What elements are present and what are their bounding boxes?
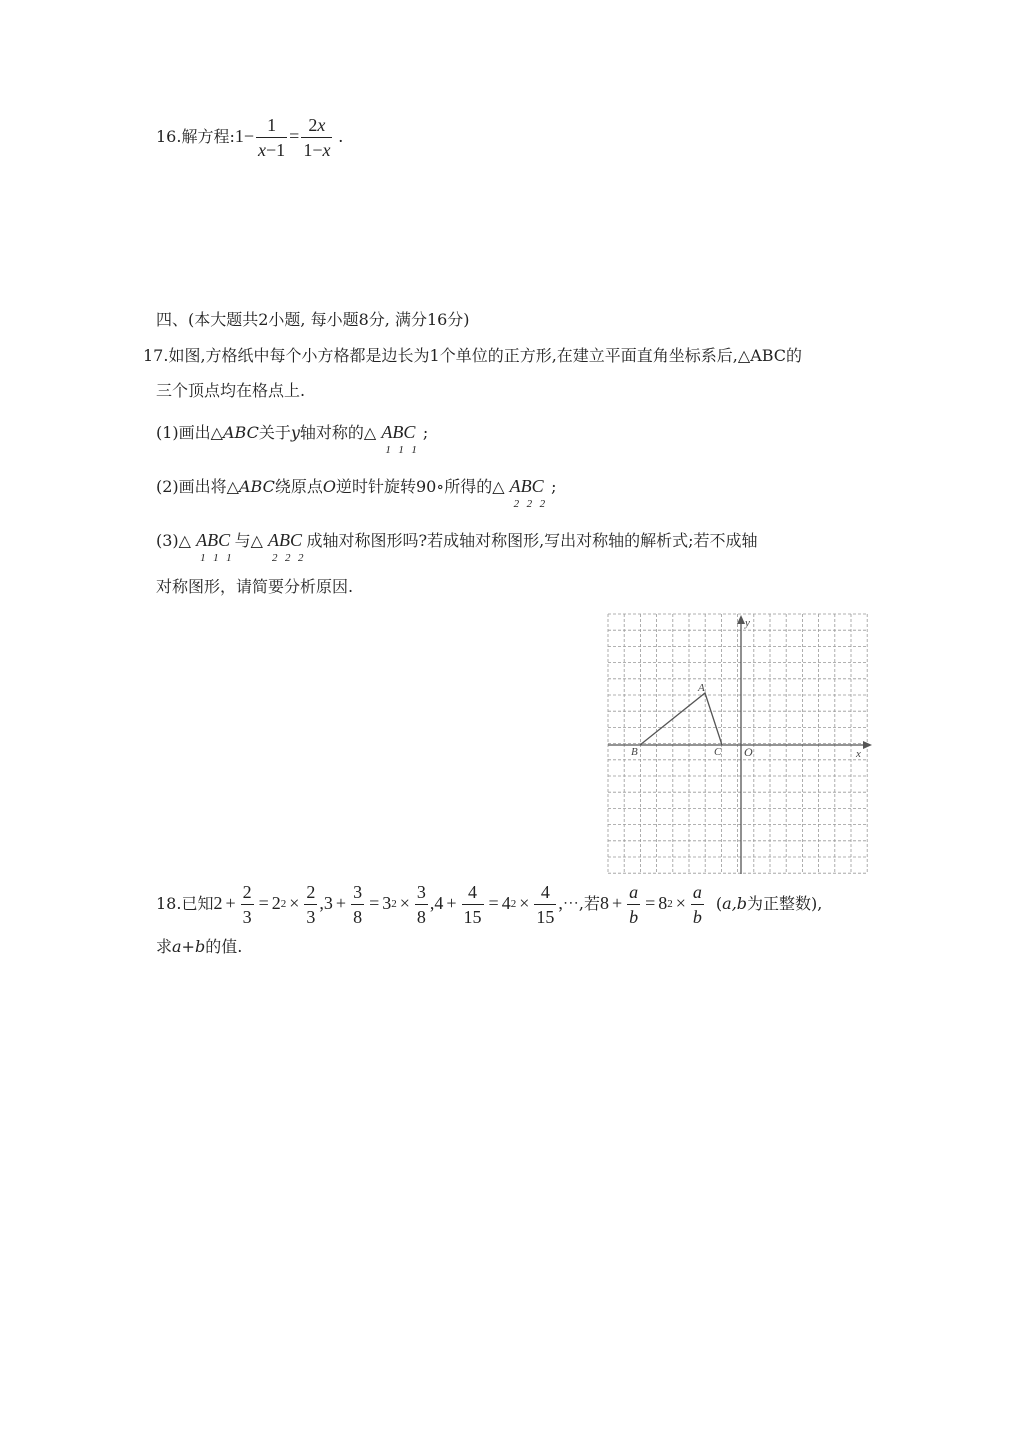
q18-t4-times: ×	[675, 893, 686, 913]
q18-t4-den: b	[629, 907, 639, 928]
q18-t3-den-2: 15	[536, 907, 555, 928]
y-axis-label: y	[745, 617, 750, 629]
q18-condition-open: (	[715, 894, 723, 913]
q17-p3-B2-sub: 2	[284, 552, 291, 564]
q18-t4-base: 8	[658, 893, 668, 913]
q17-p3-triangle-a2b2c2	[267, 530, 307, 564]
q18-t2-den-2: 8	[416, 907, 426, 928]
q16-f2-num-coef: 2	[308, 115, 318, 135]
q17-p1-axis: 轴对称的△	[299, 423, 377, 442]
q18-t3-times: ×	[519, 893, 530, 913]
q18-condition-text: 为正整数),	[747, 894, 823, 913]
q17-p2-A: A	[509, 476, 521, 496]
q17-p3-C2: C	[289, 530, 302, 550]
q17-p3-line2: 对称图形，请简要分析原因.	[156, 577, 354, 596]
origin-label: O	[744, 745, 753, 759]
q17-p2-mid: 绕原点	[274, 477, 323, 496]
q17-p2-rest: 逆时针旋转90∘所得的△	[335, 477, 505, 496]
q18-t1-den-2: 3	[306, 907, 316, 928]
q18-t3-num-2: 4	[534, 880, 556, 905]
point-c-label: C	[714, 746, 722, 758]
q16-f2-den-one: 1−	[303, 140, 323, 160]
q18-t3-exp: 2	[510, 898, 517, 910]
q17-p3-B1-sub: 1	[213, 552, 219, 564]
q18-term3	[434, 882, 558, 928]
q17-p2-C-sub: 2	[539, 498, 546, 510]
q18-t4-num: a	[627, 880, 640, 905]
q17-p2-A-sub: 2	[513, 498, 520, 510]
q17-p3-B1: B	[207, 530, 219, 550]
q18-t4-int: 8	[599, 893, 609, 913]
q17-p3-B2: B	[278, 530, 290, 550]
q18-line2-prefix: 求	[156, 937, 173, 956]
q17-p3-mid: 与△	[234, 531, 263, 550]
q18-t2-num-2: 3	[415, 880, 428, 905]
q18-t3-den: 15	[463, 907, 482, 928]
q17-p3-A1: A	[196, 530, 208, 550]
q18-t4-equals: =	[645, 893, 656, 913]
q16-label: 16.解方程:	[156, 127, 235, 146]
q16-f1-den-var: x	[258, 140, 266, 160]
q18-t2-exp: 2	[391, 898, 397, 910]
q16-lhs-one: 1	[234, 126, 244, 146]
point-a-label: A	[698, 682, 705, 694]
q17-p3-triangle-a1b1c1	[196, 530, 235, 564]
q17-p2-abc: ABC	[238, 477, 275, 496]
q18-t1-den: 3	[242, 907, 252, 928]
q18-t2-den: 8	[353, 907, 363, 928]
q18-condition	[716, 894, 822, 913]
q18-t4-den-2: b	[692, 907, 702, 928]
q18-term1	[213, 882, 319, 928]
y-axis-arrow-icon	[737, 615, 745, 624]
q18-comma-1: ,	[319, 893, 324, 913]
q16-f2-num-var: x	[317, 115, 326, 135]
q17-p1-C-sub: 1	[411, 444, 417, 456]
q18-label: 18.已知	[156, 894, 214, 913]
q18-t1-exp: 2	[280, 898, 287, 910]
q17-p1-A: A	[381, 422, 393, 442]
q17-coordinate-grid-figure	[604, 610, 876, 878]
q17-part1	[156, 422, 429, 456]
q18-t2-plus: +	[335, 893, 347, 913]
triangle-abc	[640, 693, 722, 745]
q17-p2-C: C	[531, 476, 544, 496]
q18-t3-equals: =	[488, 893, 499, 913]
q18-t1-times: ×	[289, 893, 300, 913]
q18-ellipsis: ⋯,若	[562, 894, 600, 913]
q17-p3-prefix: (3)△	[156, 531, 191, 550]
q18-t1-plus: +	[225, 893, 236, 913]
q16-f1-numerator: 1	[256, 113, 287, 138]
q16-fraction-1	[256, 113, 287, 162]
q18-line2	[156, 937, 242, 957]
q18-t1-base: 2	[271, 893, 281, 913]
q17-p1-B-sub: 1	[398, 444, 404, 456]
q17-p1-end: ;	[422, 423, 429, 442]
q17-p2-B: B	[520, 476, 532, 496]
q16-fraction-2	[301, 113, 332, 162]
q16-equals: =	[289, 126, 300, 146]
q18-t3-int: 4	[434, 893, 444, 913]
q18-t1-num: 2	[241, 880, 254, 905]
q17-p3-C1: C	[218, 530, 231, 550]
q18-term2	[323, 882, 430, 928]
q17-p3-rest: 成轴对称图形吗?若成轴对称图形,写出对称轴的解析式;若不成轴	[306, 531, 758, 550]
q17-part3	[156, 530, 758, 564]
q18-t2-num: 3	[351, 880, 364, 905]
q16-f2-denominator	[301, 138, 332, 162]
q17-p1-y: y	[290, 423, 300, 442]
q17-p1-triangle-a1b1c1	[381, 422, 420, 456]
q18-comma-2: ,	[429, 893, 435, 913]
q18-t4-plus: +	[611, 893, 623, 913]
q16-equation	[156, 108, 343, 164]
q16-f1-denominator	[256, 138, 287, 162]
point-b-label: B	[631, 746, 638, 758]
q18-t2-times: ×	[399, 893, 410, 913]
q17-p2-o: O	[322, 477, 336, 496]
q17-p3-C2-sub: 2	[297, 552, 304, 564]
q17-p1-prefix: (1)画出△	[156, 423, 223, 442]
q18-t3-num: 4	[462, 880, 484, 905]
q17-p3-A1-sub: 1	[200, 552, 206, 564]
q18-condition-vars: a,b	[722, 894, 748, 913]
x-axis-label: x	[856, 748, 861, 760]
q18-line2-suffix: 的值.	[205, 937, 243, 956]
section-4-heading: 四、(本大题共2小题, 每小题8分, 满分16分)	[156, 310, 470, 329]
q18-t4-num-2: a	[691, 880, 704, 905]
q18-line2-expr: a+b	[172, 937, 206, 956]
q18-equation	[156, 876, 822, 930]
q17-p3-C1-sub: 1	[226, 552, 232, 564]
q18-comma-3: ,	[558, 893, 563, 913]
q18-t2-int: 3	[323, 893, 333, 913]
q17-intro-line2: 三个顶点均在格点上.	[156, 381, 306, 400]
q16-end: .	[338, 126, 343, 146]
grid-lines	[608, 614, 867, 873]
q17-p3-A2-sub: 2	[271, 552, 278, 564]
q17-p1-C: C	[403, 422, 416, 442]
q17-p3-A2: A	[267, 530, 279, 550]
q16-f2-numerator	[301, 113, 332, 138]
q16-minus: −	[243, 126, 254, 146]
q18-t2-equals: =	[369, 893, 380, 913]
q18-t1-equals: =	[258, 893, 269, 913]
q18-term4	[599, 882, 706, 928]
q17-p1-A-sub: 1	[385, 444, 391, 456]
q17-part2	[156, 476, 557, 510]
q17-p2-B-sub: 2	[526, 498, 533, 510]
q17-p2-prefix: (2)画出将△	[156, 477, 239, 496]
q18-t2-base: 3	[382, 893, 392, 913]
q18-t3-base: 4	[501, 893, 511, 913]
q17-p2-end: ;	[551, 477, 557, 496]
q18-t4-exp: 2	[667, 898, 673, 910]
q18-t1-num-2: 2	[304, 880, 317, 905]
q18-t1-int: 2	[213, 893, 223, 913]
x-axis-arrow-icon	[863, 741, 872, 749]
q17-p1-B: B	[392, 422, 404, 442]
q18-t3-plus: +	[446, 893, 457, 913]
q17-p2-triangle-a2b2c2	[509, 476, 549, 510]
q17-p1-abc: ABC	[222, 423, 259, 442]
q17-intro-line1: 17.如图,方格纸中每个小方格都是边长为1个单位的正方形,在建立平面直角坐标系后,△ABC的	[143, 346, 803, 365]
q16-f2-den-var: x	[322, 140, 331, 160]
q16-f1-den-rest: −1	[266, 140, 286, 160]
q17-p1-mid: 关于	[258, 423, 291, 442]
